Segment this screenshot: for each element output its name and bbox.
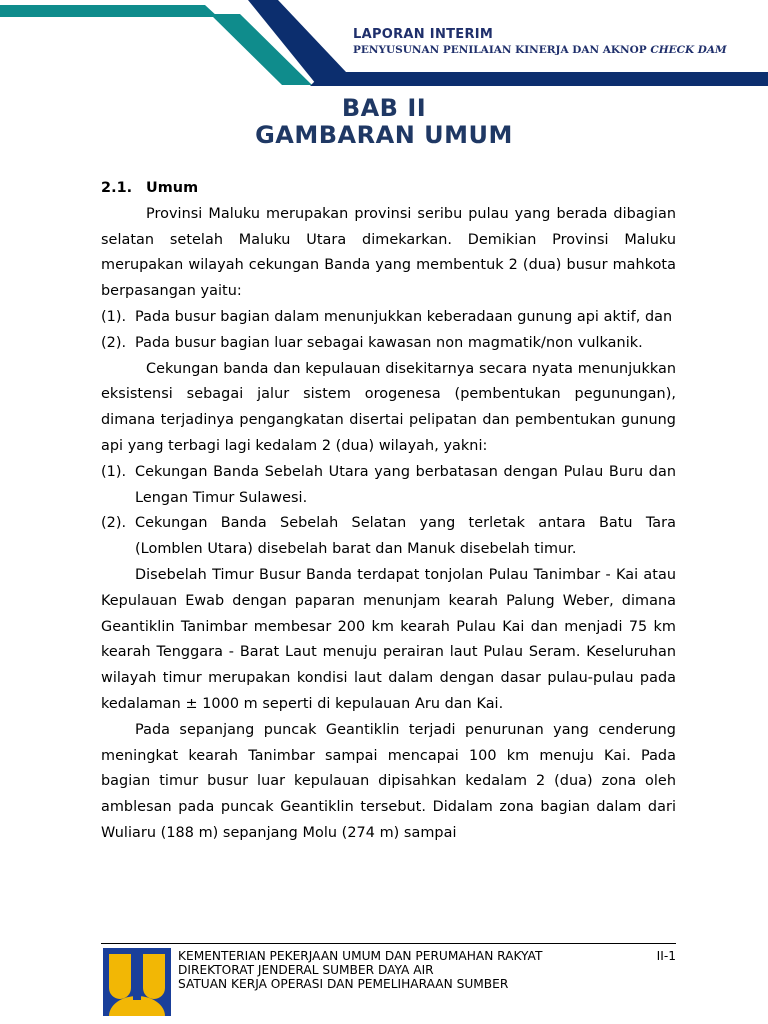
list-item <box>101 331 676 357</box>
section-heading <box>101 176 676 202</box>
report-subtitle-italic: CHECK DAM <box>650 44 727 56</box>
report-label: LAPORAN INTERIM <box>353 27 494 42</box>
footer-directorate: DIREKTORAT JENDERAL SUMBER DAYA AIR <box>178 963 434 977</box>
list-text: Cekungan Banda Sebelah Selatan yang terletak antara Batu Tara (Lomblen Utara) disebelah barat dan Manuk disebelah timur. <box>135 515 676 558</box>
list-marker: (1). <box>101 308 127 325</box>
list-item <box>101 511 676 563</box>
list-marker: (2). <box>101 515 127 532</box>
paragraph: Provinsi Maluku merupakan provinsi seribu pulau yang berada dibagian selatan setelah Maluku Utara dimekarkan. Demikian Provinsi Maluku merupakan wilayah cekungan Banda yang membentuk 2 (dua) busur mahkota berpasangan yaitu: <box>101 205 676 300</box>
section-title: Umum <box>146 180 199 196</box>
footer-divider <box>101 943 676 944</box>
footer-text <box>178 949 568 1001</box>
list-marker: (1). <box>101 463 127 480</box>
chapter-title: GAMBARAN UMUM <box>255 121 513 149</box>
list-marker: (2). <box>101 334 127 351</box>
pupr-logo-icon <box>103 948 171 1016</box>
list-item <box>101 305 676 331</box>
page-footer <box>0 940 768 1024</box>
chapter-number: BAB II <box>341 94 427 122</box>
list-text: Pada busur bagian dalam menunjukkan keberadaan gunung api aktif, dan <box>135 308 673 325</box>
footer-unit: SATUAN KERJA OPERASI DAN PEMELIHARAAN SUMBER <box>178 977 509 991</box>
list-text: Cekungan Banda Sebelah Utara yang berbatasan dengan Pulau Buru dan Lengan Timur Sulawesi. <box>135 463 676 506</box>
header-navy-bar <box>310 72 768 86</box>
list-item <box>101 460 676 512</box>
paragraph: Cekungan banda dan kepulauan disekitarnya secara nyata menunjukkan eksistensi sebagai jalur sistem orogenesa (pembentukan pegunungan), dimana terjadinya pengangkatan disertai pelipatan dan pembentukan gunung api yang terbagi lagi kedalam 2 (dua) wilayah, yakni: <box>101 360 676 454</box>
paragraph: Pada sepanjang puncak Geantiklin terjadi penurunan yang cenderung meningkat kearah Tanimbar sampai mencapai 100 km menuju Kai. Pada bagian timur busur luar kepulauan dipisahkan kedalam 2 (dua) zona oleh amblesan pada puncak Geantiklin tersebut. Didalam zona bagian dalam dari Wuliaru (188 m) sepanjang Molu (274 m) sampai <box>101 721 676 841</box>
report-subtitle <box>353 44 727 56</box>
page-number: II-1 <box>656 949 676 963</box>
footer-ministry: KEMENTERIAN PEKERJAAN UMUM DAN PERUMAHAN RAKYAT <box>178 949 543 963</box>
report-subtitle-prefix: PENYUSUNAN PENILAIAN KINERJA DAN AKNOP <box>353 44 651 56</box>
section-number: 2.1. <box>101 180 133 196</box>
paragraph: Disebelah Timur Busur Banda terdapat tonjolan Pulau Tanimbar - Kai atau Kepulauan Ewab dengan paparan menunjam kearah Palung Weber, dimana Geantiklin Tanimbar membesar 200 km kearah Pulau Kai dan menjadi 75 km kearah Tenggara - Barat Laut menuju perairan laut Pulau Seram. Keseluruhan wilayah timur merupakan kondisi laut dalam dengan dasar pulau-pulau pada kedalaman ± 1000 m seperti di kepulauan Aru dan Kai. <box>101 566 676 712</box>
document-body <box>101 176 676 847</box>
list-text: Pada busur bagian luar sebagai kawasan non magmatik/non vulkanik. <box>135 334 643 351</box>
header-teal-bar <box>0 5 218 17</box>
